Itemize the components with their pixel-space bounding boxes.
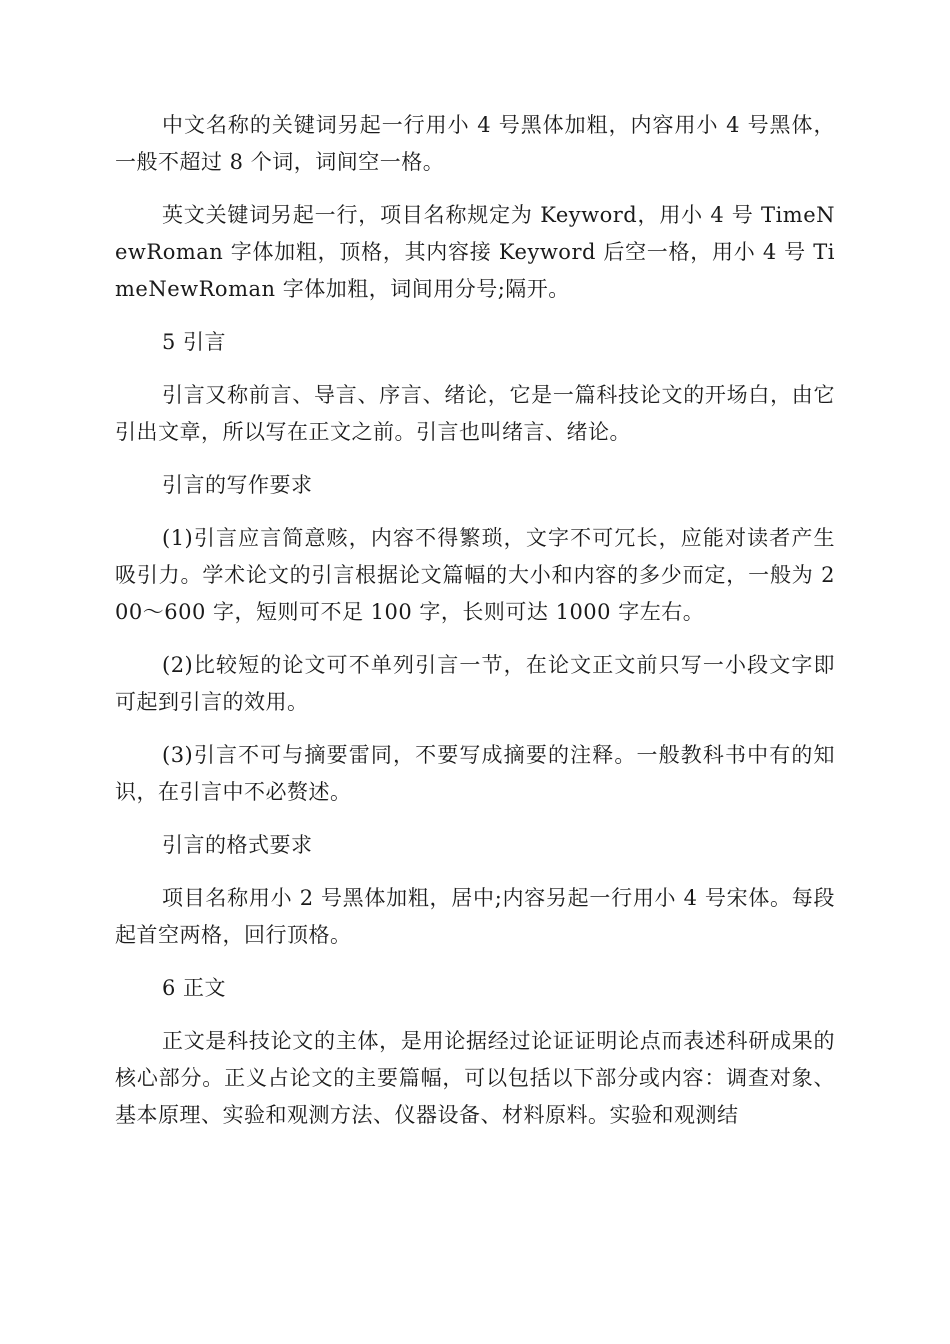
paragraph-english-keywords: 英文关键词另起一行，项目名称规定为 Keyword，用小 4 号 TimeNewRoman 字体加粗，顶格，其内容接 Keyword 后空一格，用小 4 号 TimeNewRoman 字体加粗，词间用分号;隔开。 (115, 203, 835, 301)
section-heading-main-body: 6 正文 (162, 976, 227, 1000)
paragraph-introduction-definition: 引言又称前言、导言、序言、绪论，它是一篇科技论文的开场白，由它引出文章，所以写在正文之前。引言也叫绪言、绪论。 (115, 383, 835, 444)
subheading-writing-requirements: 引言的写作要求 (162, 473, 313, 497)
paragraph-requirement-1: (1)引言应言简意赅，内容不得繁琐，文字不可冗长，应能对读者产生吸引力。学术论文的引言根据论文篇幅的大小和内容的多少而定，一般为 200～600 字，短则可不足 100 字，长则可达 1000 字左右。 (115, 526, 835, 624)
paragraph-main-body: 正文是科技论文的主体，是用论据经过论证证明论点而表述科研成果的核心部分。正义占论文的主要篇幅，可以包括以下部分或内容：调查对象、基本原理、实验和观测方法、仪器设备、材料原料。实验和观测结 (115, 1029, 835, 1127)
paragraph-format-requirements: 项目名称用小 2 号黑体加粗，居中;内容另起一行用小 4 号宋体。每段起首空两格，回行顶格。 (115, 886, 835, 947)
paragraph-requirement-2: (2)比较短的论文可不单列引言一节，在论文正文前只写一小段文字即可起到引言的效用。 (115, 653, 835, 714)
subheading-format-requirements: 引言的格式要求 (162, 833, 313, 857)
paragraph-requirement-3: (3)引言不可与摘要雷同，不要写成摘要的注释。一般教科书中有的知识，在引言中不必赘述。 (115, 743, 835, 804)
paragraph-chinese-keywords: 中文名称的关键词另起一行用小 4 号黑体加粗，内容用小 4 号黑体，一般不超过 8 个词，词间空一格。 (115, 113, 835, 174)
document-body (115, 107, 835, 1150)
section-heading-introduction: 5 引言 (162, 330, 227, 354)
